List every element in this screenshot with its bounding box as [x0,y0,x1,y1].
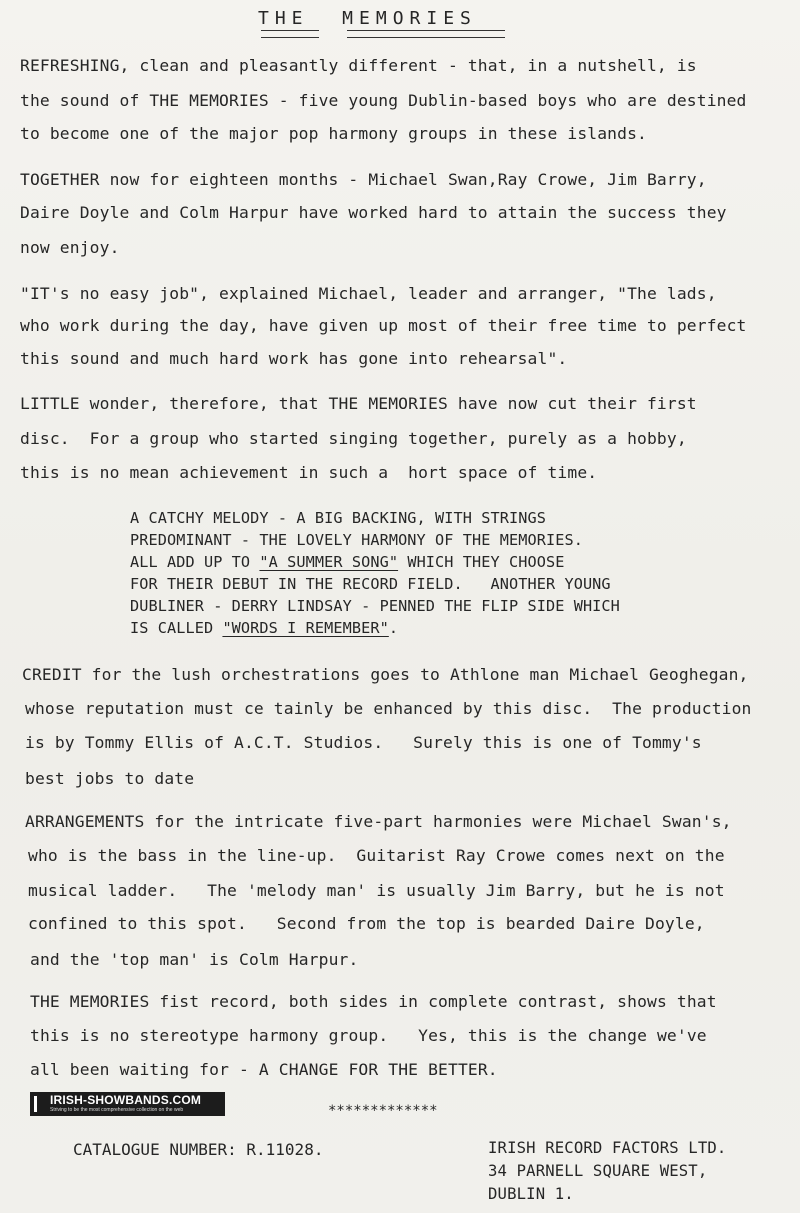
text-line: all been waiting for - A CHANGE FOR THE BETTER. [30,1060,498,1079]
text-line: now enjoy. [20,238,120,257]
text-line: who is the bass in the line-up. Guitarist Ray Crowe comes next on the [28,846,725,865]
text-line: best jobs to date [25,769,195,788]
text-line: LITTLE wonder, therefore, that THE MEMORIES have now cut their first [20,394,697,413]
address-line: 34 PARNELL SQUARE WEST, [488,1162,708,1180]
address-line: DUBLIN 1. [488,1185,574,1203]
title-double-rule [261,30,319,38]
harp-icon [34,1096,46,1112]
a-side-title: "A SUMMER SONG" [259,553,399,571]
address-line: IRISH RECORD FACTORS LTD. [488,1139,727,1157]
text-line: "IT's no easy job", explained Michael, leader and arranger, "The lads, [20,284,717,303]
text-line: this is no stereotype harmony group. Yes, this is the change we've [30,1026,707,1045]
inset-line: DUBLINER - DERRY LINDSAY - PENNED THE FLIP SIDE WHICH [130,597,620,615]
separator: ************* [328,1103,438,1119]
inset-line: FOR THEIR DEBUT IN THE RECORD FIELD. ANOTHER YOUNG [130,575,611,593]
text-line: this is no mean achievement in such a hort space of time. [20,463,598,482]
text-line: REFRESHING, clean and pleasantly different - that, in a nutshell, is [20,56,697,75]
text-line: the sound of THE MEMORIES - five young Dublin-based boys who are destined [20,91,747,110]
document-title: THE MEMORIES [258,8,477,29]
text-line: whose reputation must ce tainly be enhanced by this disc. The production [25,699,752,718]
text-line: this sound and much hard work has gone into rehearsal". [20,349,568,368]
text-line: disc. For a group who started singing together, purely as a hobby, [20,429,687,448]
watermark-logo [30,1092,225,1116]
title-double-rule [347,30,505,38]
watermark-tagline: Striving to be the most comprehensive collection on the web [50,1107,184,1113]
text-line: TOGETHER now for eighteen months - Michael Swan,Ray Crowe, Jim Barry, [20,170,707,189]
text-line: to become one of the major pop harmony groups in these islands. [20,124,647,143]
inset-line: IS CALLED "WORDS I REMEMBER". [130,619,399,637]
text-line: ARRANGEMENTS for the intricate five-part harmonies were Michael Swan's, [25,812,732,831]
text-line: THE MEMORIES fist record, both sides in complete contrast, shows that [30,992,717,1011]
inset-line: A CATCHY MELODY - A BIG BACKING, WITH STRINGS [130,509,546,527]
inset-line: ALL ADD UP TO "A SUMMER SONG" WHICH THEY CHOOSE [130,553,565,571]
text-line: CREDIT for the lush orchestrations goes to Athlone man Michael Geoghegan, [22,665,749,684]
watermark-name: IRISH-SHOWBANDS.COM [50,1093,202,1107]
b-side-title: "WORDS I REMEMBER" [222,619,389,637]
text-line: who work during the day, have given up most of their free time to perfect [20,316,747,335]
text-line: and the 'top man' is Colm Harpur. [30,950,359,969]
text-line: musical ladder. The 'melody man' is usually Jim Barry, but he is not [28,881,725,900]
catalogue-number: CATALOGUE NUMBER: R.11028. [73,1140,324,1159]
text-line: is by Tommy Ellis of A.C.T. Studios. Surely this is one of Tommy's [25,733,702,752]
text-line: confined to this spot. Second from the top is bearded Daire Doyle, [28,914,705,933]
inset-line: PREDOMINANT - THE LOVELY HARMONY OF THE MEMORIES. [130,531,583,549]
text-line: Daire Doyle and Colm Harpur have worked hard to attain the success they [20,203,727,222]
